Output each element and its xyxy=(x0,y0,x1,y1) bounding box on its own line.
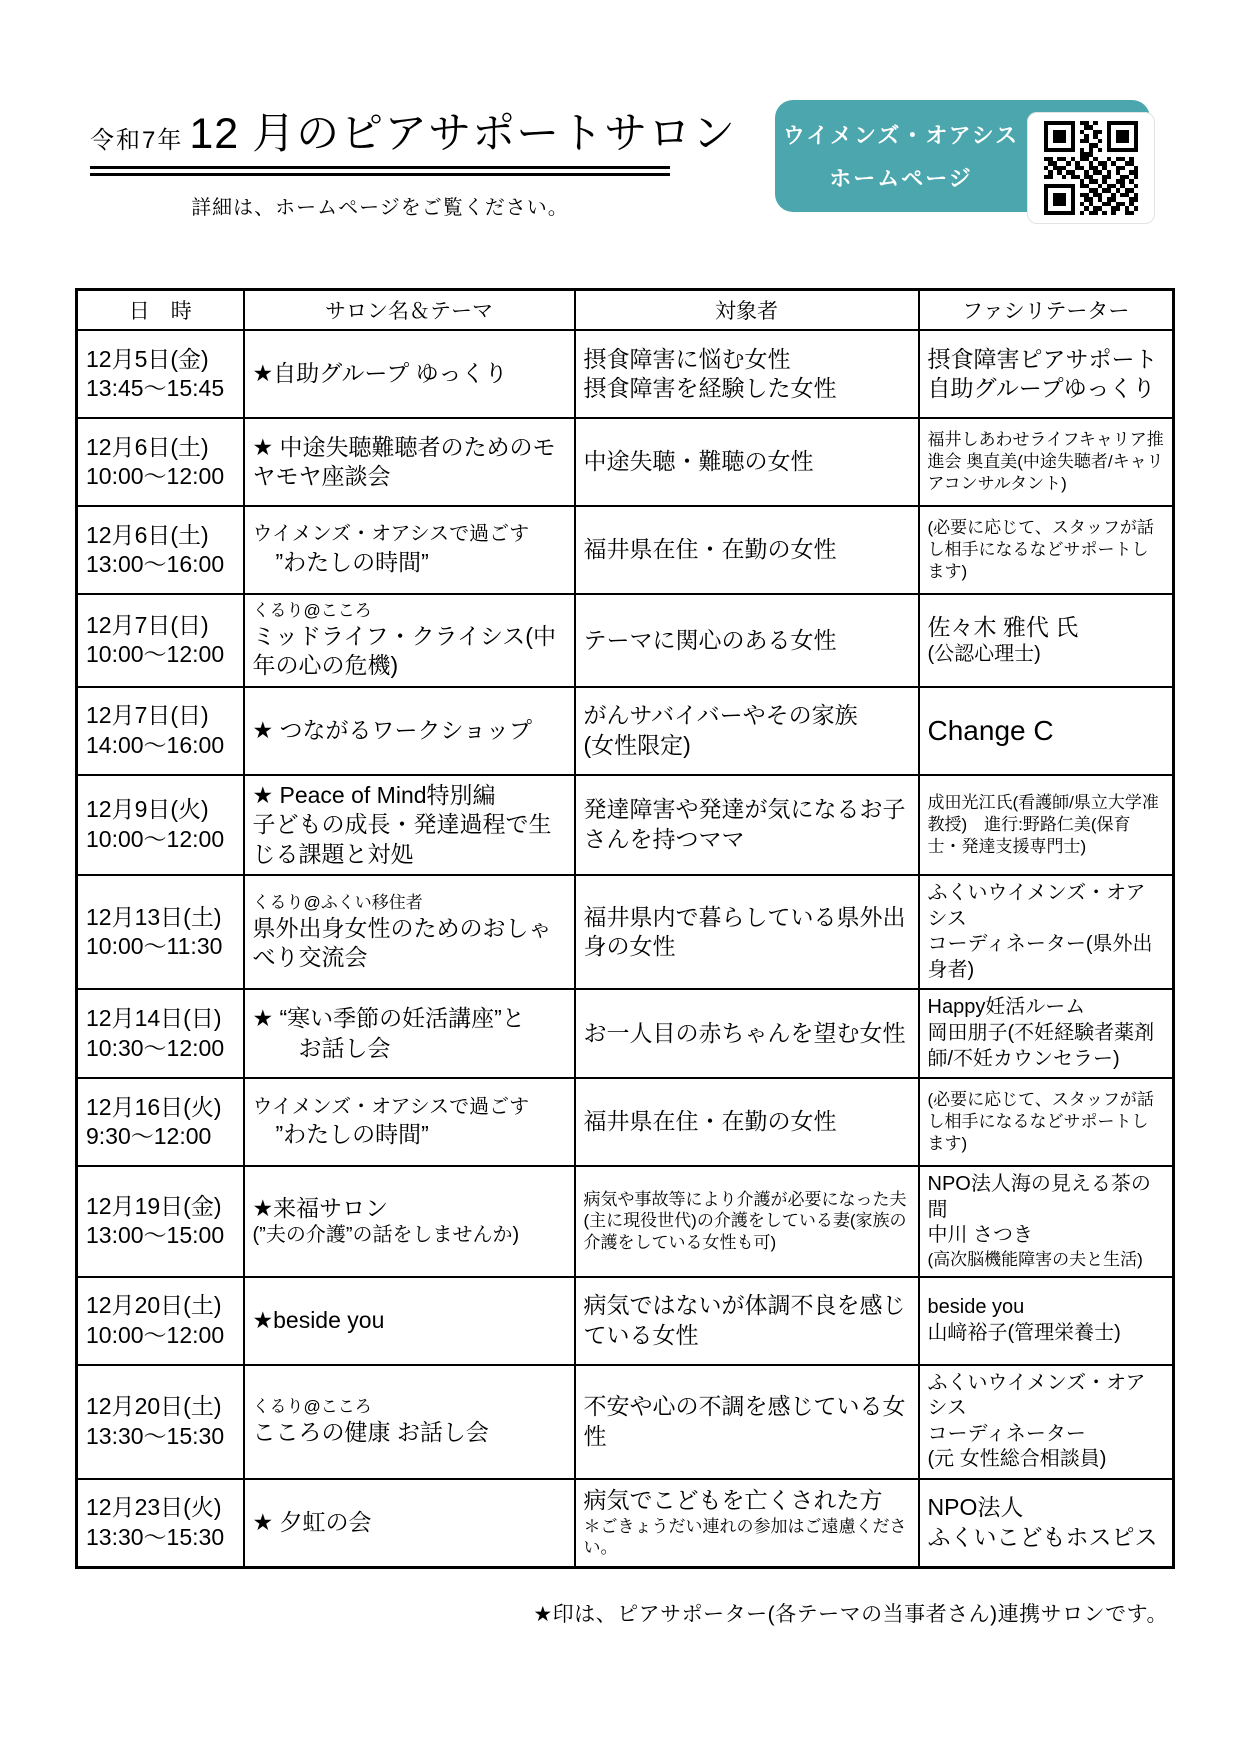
target-cell xyxy=(575,989,919,1078)
cell-line: ★beside you xyxy=(252,1306,385,1333)
cell-line: 福井しあわせライフキャリア推進会 奥直美(中途失聴者/キャリアコンサルタント) xyxy=(927,430,1164,493)
cell-line: 12月5日(金) xyxy=(86,345,209,372)
cell-line: ふくいウイメンズ・オアシス xyxy=(927,1371,1146,1420)
title-line xyxy=(90,100,737,161)
salon-name-cell xyxy=(244,1166,575,1277)
cell-line: 12月9日(火) xyxy=(86,796,209,823)
era-label: 令和7年 xyxy=(90,127,184,154)
cell-line: 10:00～12:00 xyxy=(86,463,225,489)
badge-line2: ホームページ xyxy=(829,166,973,191)
cell-line: 摂食障害を経験した女性 xyxy=(583,375,837,401)
target-cell xyxy=(575,330,919,418)
salon-name-cell xyxy=(244,989,575,1078)
cell-line: beside you xyxy=(927,1296,1025,1319)
cell-line: (”夫の介護”の話をしませんか) xyxy=(252,1224,520,1247)
facilitator-cell xyxy=(919,418,1174,506)
cell-line: 発達障害や発達が気になるお子さんを持つママ xyxy=(583,796,906,852)
cell-line: 12月13日(土) xyxy=(86,903,222,930)
facilitator-cell xyxy=(919,1277,1174,1365)
qr-code-pattern xyxy=(1044,121,1139,216)
cell-line: 県外出身女性のためのおしゃべり交流会 xyxy=(252,914,552,970)
target-cell xyxy=(575,1365,919,1479)
salon-table-body xyxy=(77,330,1174,1567)
cell-line: 中途失聴・難聴の女性 xyxy=(583,448,814,475)
table-row xyxy=(77,1078,1174,1166)
cell-line: (必要に応じて、スタッフが話し相手になるなどサポートします) xyxy=(927,1090,1154,1153)
cell-line: ふくいこどもホスピス xyxy=(927,1523,1158,1550)
cell-line: 14:00～16:00 xyxy=(86,731,225,758)
cell-line: ウイメンズ・オアシスで過ごす xyxy=(252,1095,530,1118)
cell-line: 13:45～15:45 xyxy=(86,375,225,401)
cell-line: 山﨑裕子(管理栄養士) xyxy=(927,1321,1121,1344)
cell-line: 福井県在住・在勤の女性 xyxy=(583,536,837,563)
cell-line: 子どもの成長・発達過程で生じる課題と対処 xyxy=(252,811,552,867)
cell-line: 12月20日(土) xyxy=(86,1393,222,1420)
cell-line: 病気でこどもを亡くされた方 xyxy=(583,1487,883,1514)
cell-line: 12月7日(日) xyxy=(86,611,209,638)
cell-line: 12月23日(火) xyxy=(86,1494,222,1521)
cell-line: こころの健康 お話し会 xyxy=(252,1418,489,1445)
facilitator-cell xyxy=(919,1078,1174,1166)
cell-line: ＊ごきょうだい連れの参加はご遠慮ください。 xyxy=(583,1516,907,1558)
target-cell xyxy=(575,418,919,506)
cell-line: (公認心理士) xyxy=(927,643,1041,666)
table-row xyxy=(77,687,1174,775)
cell-line: 12月6日(土) xyxy=(86,521,209,548)
datetime-cell xyxy=(77,506,244,594)
cell-line: お話し会 xyxy=(252,1034,391,1061)
cell-line: お一人目の赤ちゃんを望む女性 xyxy=(583,1019,906,1046)
cell-line: 13:00～16:00 xyxy=(86,551,225,577)
facilitator-cell xyxy=(919,1166,1174,1277)
cell-line: 摂食障害に悩む女性 xyxy=(583,345,791,372)
datetime-cell xyxy=(77,989,244,1078)
cell-line: ★ 夕虹の会 xyxy=(252,1509,372,1536)
table-row xyxy=(77,1166,1174,1277)
cell-line: ★ 中途失聴難聴者のためのモヤモヤ座談会 xyxy=(252,433,556,489)
salon-name-cell xyxy=(244,1277,575,1365)
datetime-cell xyxy=(77,1166,244,1277)
target-cell xyxy=(575,1479,919,1567)
cell-line: テーマに関心のある女性 xyxy=(583,626,837,653)
column-header: ファシリテーター xyxy=(919,290,1174,331)
cell-line: ミッドライフ・クライシス(中年の心の危機) xyxy=(252,622,556,679)
datetime-cell xyxy=(77,330,244,418)
cell-line: ★ Peace of Mind特別編 xyxy=(252,781,496,808)
table-row xyxy=(77,330,1174,418)
facilitator-cell xyxy=(919,989,1174,1078)
cell-line: 12月6日(土) xyxy=(86,433,209,460)
target-cell xyxy=(575,1078,919,1166)
cell-line: くるり@こころ xyxy=(252,1397,372,1417)
datetime-cell xyxy=(77,775,244,875)
cell-line: 10:00～11:30 xyxy=(86,933,223,960)
datetime-cell xyxy=(77,1479,244,1567)
page-title: 12 月のピアサポートサロン xyxy=(189,110,737,158)
cell-line: 摂食障害ピアサポート xyxy=(927,345,1158,372)
cell-line: 病気や事故等により介護が必要になった夫(主に現役世代)の介護をしている妻(家族の介護をしている女性も可) xyxy=(583,1189,907,1253)
cell-line: ★ つながるワークショップ xyxy=(252,716,533,743)
cell-line: (女性限定) xyxy=(583,731,691,758)
facilitator-cell xyxy=(919,1479,1174,1567)
cell-line: コーディネーター(県外出身者) xyxy=(927,933,1153,981)
cell-line: ★自助グループ ゆっくり xyxy=(252,360,508,387)
salon-name-cell xyxy=(244,594,575,687)
cell-line: 自助グループゆっくり xyxy=(927,375,1156,401)
cell-line: くるり@こころ xyxy=(252,601,372,620)
homepage-badge xyxy=(775,100,1150,212)
facilitator-cell xyxy=(919,594,1174,687)
cell-line: 13:30～15:30 xyxy=(86,1422,225,1449)
target-cell xyxy=(575,775,919,875)
salon-name-cell xyxy=(244,1479,575,1567)
cell-line: Change C xyxy=(927,714,1054,746)
facilitator-cell xyxy=(919,1365,1174,1479)
salon-name-cell xyxy=(244,418,575,506)
subtitle: 詳細は、ホームページをご覧ください。 xyxy=(191,197,569,219)
salon-name-cell xyxy=(244,1078,575,1166)
datetime-cell xyxy=(77,594,244,687)
cell-line: ★ “寒い季節の妊活講座”と xyxy=(252,1005,525,1032)
table-row xyxy=(77,594,1174,687)
column-header: 対象者 xyxy=(575,290,919,331)
title-underline xyxy=(90,166,670,176)
cell-line: 13:00～15:00 xyxy=(86,1222,225,1249)
table-row xyxy=(77,418,1174,506)
table-header-row xyxy=(77,290,1174,331)
page-title-block xyxy=(90,100,737,220)
cell-line: 10:00～12:00 xyxy=(86,825,225,852)
cell-line: 9:30～12:00 xyxy=(86,1123,212,1150)
target-cell xyxy=(575,594,919,687)
cell-line: 10:30～12:00 xyxy=(86,1034,225,1061)
table-row xyxy=(77,1365,1174,1479)
cell-line: ウイメンズ・オアシスで過ごす xyxy=(252,523,530,546)
cell-line: 成田光江氏(看護師/県立大学准教授) 進行:野路仁美(保育士・発達支援専門士) xyxy=(927,793,1159,856)
salon-name-cell xyxy=(244,1365,575,1479)
cell-line: 10:00～12:00 xyxy=(86,641,225,668)
cell-line: 13:30～15:30 xyxy=(86,1523,225,1550)
datetime-cell xyxy=(77,418,244,506)
table-row xyxy=(77,989,1174,1078)
homepage-badge-text xyxy=(775,100,1027,212)
target-cell xyxy=(575,875,919,989)
cell-line: 12月14日(日) xyxy=(86,1005,222,1032)
datetime-cell xyxy=(77,875,244,989)
qr-code-icon xyxy=(1027,112,1155,224)
salon-name-cell xyxy=(244,687,575,775)
cell-line: 中川 さつき xyxy=(927,1224,1034,1247)
cell-line: くるり@ふくい移住者 xyxy=(252,892,423,912)
facilitator-cell xyxy=(919,687,1174,775)
cell-line: 岡田朋子(不妊経験者薬剤師/不妊カウンセラー) xyxy=(927,1021,1155,1070)
cell-line: (元 女性総合相談員) xyxy=(927,1448,1107,1471)
cell-line: 福井県在住・在勤の女性 xyxy=(583,1108,837,1135)
cell-line: 佐々木 雅代 氏 xyxy=(927,613,1079,640)
cell-line: 12月7日(日) xyxy=(86,702,209,729)
cell-line: 12月20日(土) xyxy=(86,1292,222,1319)
datetime-cell xyxy=(77,1078,244,1166)
salon-name-cell xyxy=(244,506,575,594)
table-row xyxy=(77,775,1174,875)
facilitator-cell xyxy=(919,330,1174,418)
column-header: サロン名＆テーマ xyxy=(244,290,575,331)
cell-line: ふくいウイメンズ・オアシス xyxy=(927,881,1146,930)
salon-schedule-table xyxy=(75,288,1175,1569)
cell-line: ★来福サロン xyxy=(252,1194,389,1221)
cell-line: 12月19日(金) xyxy=(86,1192,222,1219)
cell-line: 病気ではないが体調不良を感じている女性 xyxy=(583,1292,906,1348)
cell-line: ”わたしの時間” xyxy=(252,1121,429,1148)
target-cell xyxy=(575,687,919,775)
datetime-cell xyxy=(77,1365,244,1479)
salon-name-cell xyxy=(244,330,575,418)
facilitator-cell xyxy=(919,506,1174,594)
table-row xyxy=(77,1277,1174,1365)
cell-line: NPO法人 xyxy=(927,1494,1024,1521)
cell-line: Happy妊活ルーム xyxy=(927,996,1086,1019)
table-row xyxy=(77,506,1174,594)
datetime-cell xyxy=(77,687,244,775)
cell-line: 不安や心の不調を感じている女性 xyxy=(583,1393,906,1449)
salon-name-cell xyxy=(244,875,575,989)
cell-line: 10:00～12:00 xyxy=(86,1321,225,1348)
badge-line1: ウイメンズ・オアシス xyxy=(782,123,1020,148)
cell-line: コーディネーター xyxy=(927,1422,1086,1445)
column-header: 日 時 xyxy=(77,290,244,331)
datetime-cell xyxy=(77,1277,244,1365)
table-row xyxy=(77,875,1174,989)
cell-line: 福井県内で暮らしている県外出身の女性 xyxy=(583,903,906,960)
table-row xyxy=(77,1479,1174,1567)
facilitator-cell xyxy=(919,875,1174,989)
footnote: ★印は、ピアサポーター(各テーマの当事者さん)連携サロンです。 xyxy=(533,1603,1168,1626)
cell-line: (必要に応じて、スタッフが話し相手になるなどサポートします) xyxy=(927,518,1154,581)
cell-line: (高次脳機能障害の夫と生活) xyxy=(927,1249,1143,1269)
target-cell xyxy=(575,1166,919,1277)
facilitator-cell xyxy=(919,775,1174,875)
cell-line: ”わたしの時間” xyxy=(252,549,429,576)
target-cell xyxy=(575,506,919,594)
cell-line: 12月16日(火) xyxy=(86,1093,222,1120)
cell-line: NPO法人海の見える茶の間 xyxy=(927,1173,1151,1221)
target-cell xyxy=(575,1277,919,1365)
cell-line: がんサバイバーやその家族 xyxy=(583,702,858,729)
salon-name-cell xyxy=(244,775,575,875)
